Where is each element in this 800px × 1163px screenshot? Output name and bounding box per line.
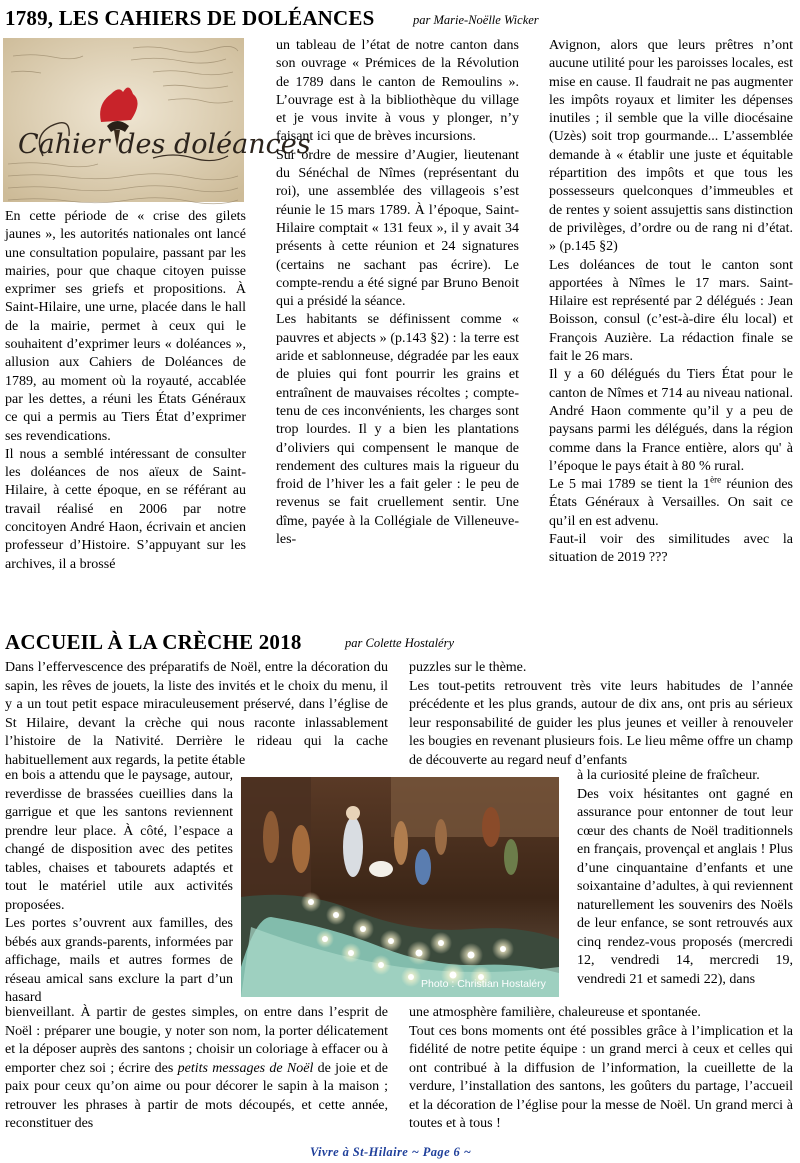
paragraph: Il nous a semblé intéressant de consulter les doléances de nos aïeux de Saint-Hilaire, à cette époque, en se référant au travail réalisé en 2006 par notre concitoyen André Haon, écrivain et ancien professeur d’Histoire. S’appuyant sur les archives, il a brossé — [5, 446, 246, 572]
paragraph: Des voix hésitantes ont gagné en assurance pour entonner de tout leur cœur des chants de Noël traditionnels en français, provençal et anglais ! Plus d’une cinquantaine d’enfants et une soixantaine d’adultes, à qui reviennent naturellement les souvenirs des Noëls de leur enfance, se sont retrouvés aux cinq rendez-vous proposés (mercredi 12, vendredi 14, mercredi 19, vendredi 21 et samedi 22), dans — [577, 786, 793, 987]
cahier-illustration — [3, 38, 311, 202]
paragraph: Les portes s’ouvrent aux familles, des bébés aux grands-parents, informées par affichage, mails et autres formes de réseau amical sans exclure la part d’un hasard — [5, 916, 233, 1005]
paragraph: en bois a attendu que le paysage, autour, reverdisse de brassées cueillies dans la garrigue et que les santons reviennent prendre leur place. À côté, l’espace a changé de disposition avec des petites tables, chaises et tabourets adaptés et tout le matériel utile aux activités proposées. — [5, 768, 233, 913]
paragraph: Les doléances de tout le canton sont apportées à Nîmes le 17 mars. Saint-Hilaire est représenté par 2 délégués : Jean Boisson, consul (c’est-à-dire élu local) et François Auzière. La rédaction finale se fait le 26 mars. — [549, 257, 793, 365]
paragraph: Les tout-petits retrouvent très vite leurs habitudes de l’année précédente et les plus grands, autour de dix ans, ont pris au sérieux leur responsabilité de guider les plus jeunes et veiller à renouveler les bougies en revenant plusieurs fois. Le lieu même offre un champ de découverte au regard neuf d’enfants — [409, 678, 793, 768]
paragraph: Dans l’effervescence des préparatifs de Noël, entre la décoration du sapin, les rêves de jouets, la liste des invités et le choix du menu, il y a un tout petit espace miraculeusement préservé, dans l’église de St Hilaire, devant la crèche qui nous raconte inlassablement l’histoire de la Nativité. Derrière le rideau qui la cache habituellement aux regards, la petite étable — [5, 660, 388, 768]
article1-col2 — [276, 37, 519, 549]
paragraph: Sur ordre de messire d’Augier, lieutenant du Sénéchal de Nîmes (représentant du roi), une assemblée des villageois s’est réunie le 15 mars 1789. À l’époque, Saint-Hilaire comptait « 131 feux », il y avait 34 présents à cette réunion et 24 signatures (certains ne sachant pas écrire). Le compte-rendu a été signé par Bruno Benoit qui a présidé la séance. — [276, 147, 519, 310]
article2-right-top — [409, 659, 793, 770]
paragraph: Les habitants se définissent comme « pauvres et abjects » (p.143 §2) : la terre est aride et sablonneuse, dégradée par les eaux de pluies qui font pourrir les grains et entraînent de mauvaises récoltes ; compte-tenu de ces inconvénients, les charges sont trop lourdes. Il y a bien les plantations d’oliviers qui compensent le manque de rendement des cultures mais la rigueur du froid de l’hiver les a fait geler : le peu de revenus se fait cruellement sentir. Une dîme, payée à la Collégiale de Villeneuve-les- — [276, 312, 519, 548]
paragraph: Il y a 60 délégués du Tiers État pour le canton de Nîmes et 714 au niveau national. André Haon commente qu’il y a peu de paysans parmi les délégués, dans la région comme dans la France entière, alors qu' à l’époque le pays était à 80 % rural. — [549, 367, 793, 474]
paragraph: à la curiosité pleine de fraîcheur. — [577, 768, 760, 783]
article1-title: 1789, LES CAHIERS DE DOLÉANCES — [5, 6, 375, 30]
paragraph: Avignon, alors que leurs prêtres n’ont aucune utilité pour les paroisses locales, est mise en cause. Il faudrait ne pas augmenter les impôts royaux et limiter les dépenses inutiles ; il semble que la ville diocésaine (Uzès) soit trop gourmande... L’assemblée demande à « établir une juste et équitable répartition des impôts et que tous les possesseurs quelconques d’immeubles et de rentes y soient assujettis sans distinction de privilèges, d’ordre ou de rang ni d’état. » (p.145 §2) — [549, 38, 793, 255]
article2-byline: par Colette Hostaléry — [345, 636, 455, 650]
article2-left-top — [5, 659, 388, 770]
text-run: Le 5 mai 1789 se tient la 1 — [549, 477, 711, 493]
paragraph — [5, 1004, 388, 1134]
page-footer: Vivre à St-Hilaire ~ Page 6 ~ — [310, 1145, 472, 1159]
text-run: bienveillant. À partir de gestes simples, on entre dans l’esprit de Noël : préparer une bougie, y noter son nom, la porter délicatement et la déposer auprès des santons ; choisir un coloriage à effacer ou à emporter chez soi ; écrire des — [5, 1005, 388, 1076]
superscript: ère — [710, 474, 722, 485]
italic-run: petits messages de Noël — [177, 1060, 314, 1076]
article2-right-narrow — [577, 767, 793, 989]
paragraph: Faut-il voir des similitudes avec la situation de 2019 ??? — [549, 532, 793, 566]
article2-left-narrow — [5, 767, 233, 1008]
paragraph: un tableau de l’état de notre canton dans son ouvrage « Prémices de la Révolution de 1789 dans le canton de Remoulins ». L’ouvrage est à la bibliothèque du village et je vous invite à vous y plonger, n’y faisant ici que de brèves incursions. — [276, 38, 519, 145]
paragraph: Tout ces bons moments ont été possibles grâce à l’implication et la fidélité de notre petite équipe : un grand merci à ceux et celles qui ont contribué à la diffusion de l’information, la cueillette de la verdure, l’installation des santons, les goûters du partage, l’accueil et la décoration de l’église pour la messe de Noël. Un grand merci à toutes et à tous ! — [409, 1023, 793, 1131]
cahier-caption: Cahier des doléances — [18, 129, 311, 160]
creche-photo — [241, 777, 559, 997]
paragraph: En cette période de « crise des gilets jaunes », les autorités nationales ont lancé une consultation populaire, passant par les mairies, pour que chaque citoyen puisse exprimer ses griefs et propositions. À Saint-Hilaire, une urne, placée dans le hall de la mairie, permet à ceux qui le souhaitent d’exprimer leurs « doléances », allusion aux Cahiers de Doléances de 1789, au moment où la royauté, accablée par les dettes, a réuni les États Généraux ce qui a permis au Tiers État d’exprimer ses revendications. — [5, 209, 246, 444]
creche-illustration — [241, 777, 559, 997]
article1-byline: par Marie-Noëlle Wicker — [413, 13, 539, 27]
paragraph — [549, 476, 793, 531]
article2-right-bottom — [409, 1004, 793, 1134]
article2-left-bottom — [5, 1004, 388, 1134]
article2-title: ACCUEIL À LA CRÈCHE 2018 — [5, 630, 302, 654]
text-run: réunion des États Généraux à Versailles. On sait ce qu’il en est advenu. — [549, 477, 793, 529]
paragraph: une atmosphère familière, chaleureuse et spontanée. — [409, 1005, 701, 1020]
article1-col1 — [5, 208, 246, 574]
text-run: de joie et de paix pour ceux qu’on aime ou pour décorer le sapin à la maison ; retrouver les phrases à partir de mots découpés, et cette année, reconstituer des — [5, 1060, 388, 1131]
cahier-image — [3, 38, 311, 202]
photo-credit: Photo : Christian Hostaléry — [421, 978, 546, 990]
article1-col3 — [549, 37, 793, 568]
paragraph: puzzles sur le thème. — [409, 660, 527, 675]
